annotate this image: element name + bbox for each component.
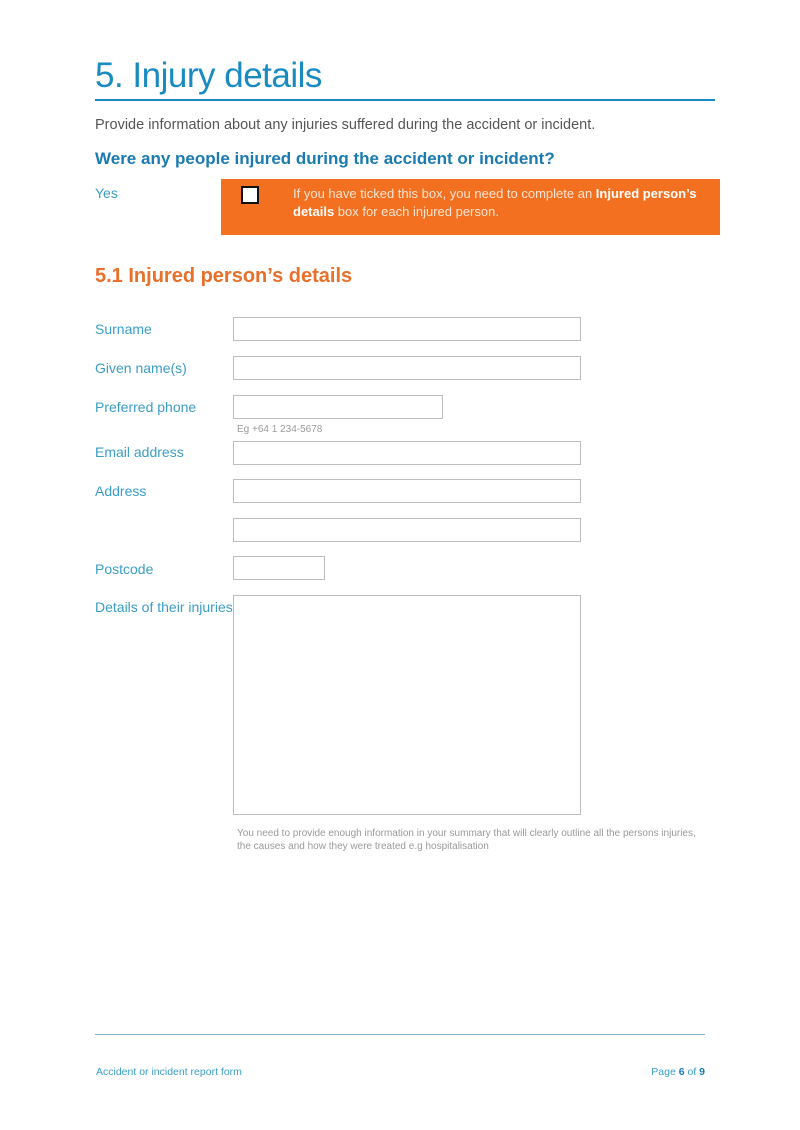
email-label: Email address [95,444,184,460]
address-label: Address [95,483,147,499]
title-divider [95,99,715,101]
injured-question: Were any people injured during the accident or incident? [95,149,555,168]
page-current: 6 [678,1066,685,1078]
given-names-label: Given name(s) [95,360,187,376]
notice-text-after: box for each injured person. [334,204,499,219]
page-prefix: Page [651,1066,679,1078]
page-total: 9 [699,1066,705,1078]
subsection-title: 5.1 Injured person’s details [95,265,353,287]
injury-details-hint: You need to provide enough information in your summary that will clearly outline all the persons injuries, the causes and how they were treated e.g hospitalisation [237,828,696,852]
page-title: 5. Injury details [95,56,322,95]
page-number [600,1066,705,1078]
address-line2-field[interactable] [233,518,581,542]
section-intro: Provide information about any injuries suffered during the accident or incident. [95,117,596,133]
phone-hint: Eg +64 1 234-5678 [237,424,323,435]
postcode-label: Postcode [95,561,154,577]
injury-details-label: Details of their injuries [95,599,233,615]
footer-divider [95,1034,705,1035]
footer-form-name: Accident or incident report form [96,1066,242,1078]
yes-label: Yes [95,185,118,201]
given-names-field[interactable] [233,356,581,380]
email-field[interactable] [233,441,581,465]
notice-bold-text: Injured person’s details [293,186,697,219]
preferred-phone-label: Preferred phone [95,399,197,415]
surname-label: Surname [95,321,152,337]
postcode-field[interactable] [233,556,325,580]
surname-field[interactable] [233,317,581,341]
injury-details-textarea[interactable] [233,595,581,815]
page-sep: of [684,1066,700,1078]
preferred-phone-field[interactable] [233,395,443,419]
yes-checkbox[interactable] [241,186,259,204]
address-line1-field[interactable] [233,479,581,503]
notice-text [293,185,713,221]
notice-text-before: If you have ticked this box, you need to complete an [293,186,596,201]
